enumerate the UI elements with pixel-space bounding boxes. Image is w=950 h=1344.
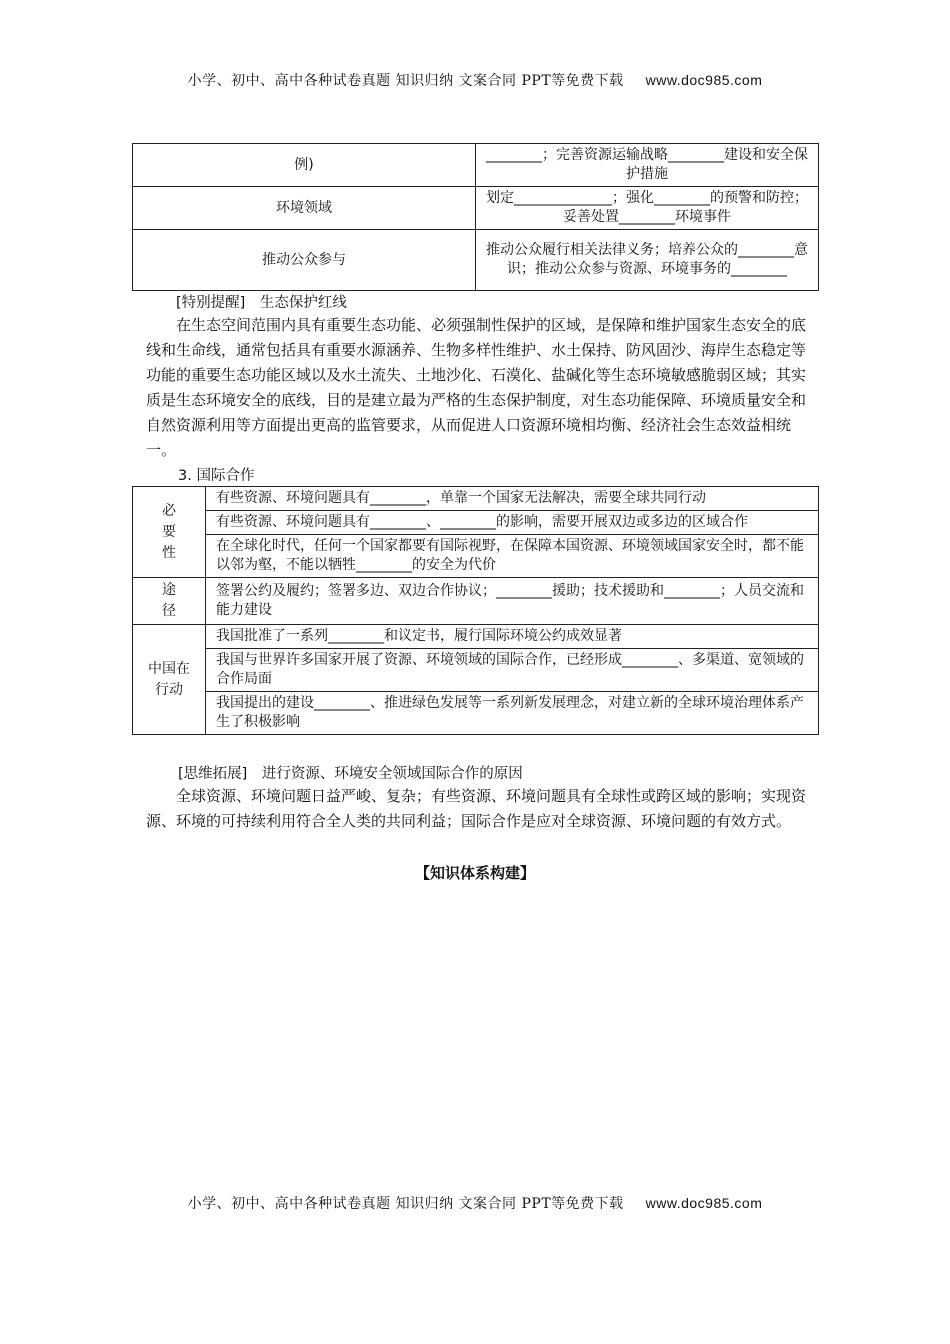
group-label-necessity: 必要性	[133, 487, 206, 578]
row-content: 我国与世界许多国家开展了资源、环境领域的国际合作，已经形成________、多渠道、宽领域的合作局面	[206, 649, 819, 692]
table-row	[133, 649, 819, 692]
header-text: 小学、初中、高中各种试卷真题 知识归纳 文案合同 PPT等免费下载	[187, 73, 624, 89]
row-content: 在全球化时代，任何一个国家都要有国际视野，在保障本国资源、环境领域国家安全时，都不能以邻为壑，不能以牺牲________的安全为代价	[206, 535, 819, 578]
group-label-approach: 途径	[133, 578, 206, 625]
tip-body: 在生态空间范围内具有重要生态功能、必须强制性保护的区域，是保障和维护国家生态安全的底线和生命线，通常包括具有重要水源涵养、生物多样性维护、水土保持、防风固沙、海岸生态稳定等功能的重要生态功能区域以及水土流失、土地沙化、石漠化、盐碱化等生态环境敏感脆弱区域；其实质是生态环境安全的底线，目的是建立最为严格的生态保护制度，对生态功能保障、环境质量安全和自然资源利用等方面提出更高的监管要求，从而促进人口资源环境相均衡、经济社会生态效益相统一。	[146, 316, 807, 459]
tip-title: [特别提醒] 生态保护红线	[176, 295, 347, 311]
resource-measures-table	[132, 143, 819, 291]
page-header	[0, 70, 950, 90]
page-footer	[0, 1193, 950, 1213]
table-row	[133, 187, 819, 230]
section-title: 3. 国际合作	[178, 468, 255, 484]
table-row	[133, 692, 819, 735]
table-row	[133, 535, 819, 578]
table-row	[133, 578, 819, 625]
international-cooperation-table	[132, 486, 819, 735]
row-content: 有些资源、环境问题具有________，单靠一个国家无法解决，需要全球共同行动	[206, 487, 819, 511]
row-content: 我国批准了一系列________和议定书，履行国际环境公约成效显著	[206, 625, 819, 649]
row-content: ________；完善资源运输战略________建设和安全保护措施	[476, 144, 819, 187]
expand-title: [思维拓展] 进行资源、环境安全领域国际合作的原因	[178, 766, 523, 782]
footer-text: 小学、初中、高中各种试卷真题 知识归纳 文案合同 PPT等免费下载	[187, 1196, 624, 1212]
row-label: 环境领域	[133, 187, 476, 230]
table-row	[133, 144, 819, 187]
expand-body: 全球资源、环境问题日益严峻、复杂；有些资源、环境问题具有全球性或跨区域的影响；实现资源、环境的可持续利用符合全人类的共同利益；国际合作是应对全球资源、环境问题的有效方式。	[146, 787, 807, 830]
row-content: 我国提出的建设________、推进绿色发展等一系列新发展理念，对建立新的全球环境治理体系产生了积极影响	[206, 692, 819, 735]
header-url[interactable]: www.doc985.com	[645, 72, 763, 88]
group-label-china: 中国在行动	[133, 625, 206, 735]
table-row	[133, 487, 819, 511]
row-content: 有些资源、环境问题具有________、________的影响，需要开展双边或多边的区域合作	[206, 511, 819, 535]
table-row	[133, 230, 819, 291]
row-label: 推动公众参与	[133, 230, 476, 291]
footer-url[interactable]: www.doc985.com	[645, 1195, 763, 1211]
row-content: 推动公众履行相关法律义务；培养公众的________意识；推动公众参与资源、环境事务的________	[476, 230, 819, 291]
table-row	[133, 625, 819, 649]
knowledge-heading: 【知识体系构建】	[414, 864, 535, 882]
row-label: 例)	[133, 144, 476, 187]
row-content: 划定______________；强化________的预警和防控；妥善处置________环境事件	[476, 187, 819, 230]
row-content: 签署公约及履约；签署多边、双边合作协议；________援助；技术援助和________；人员交流和能力建设	[206, 578, 819, 625]
table-row	[133, 511, 819, 535]
